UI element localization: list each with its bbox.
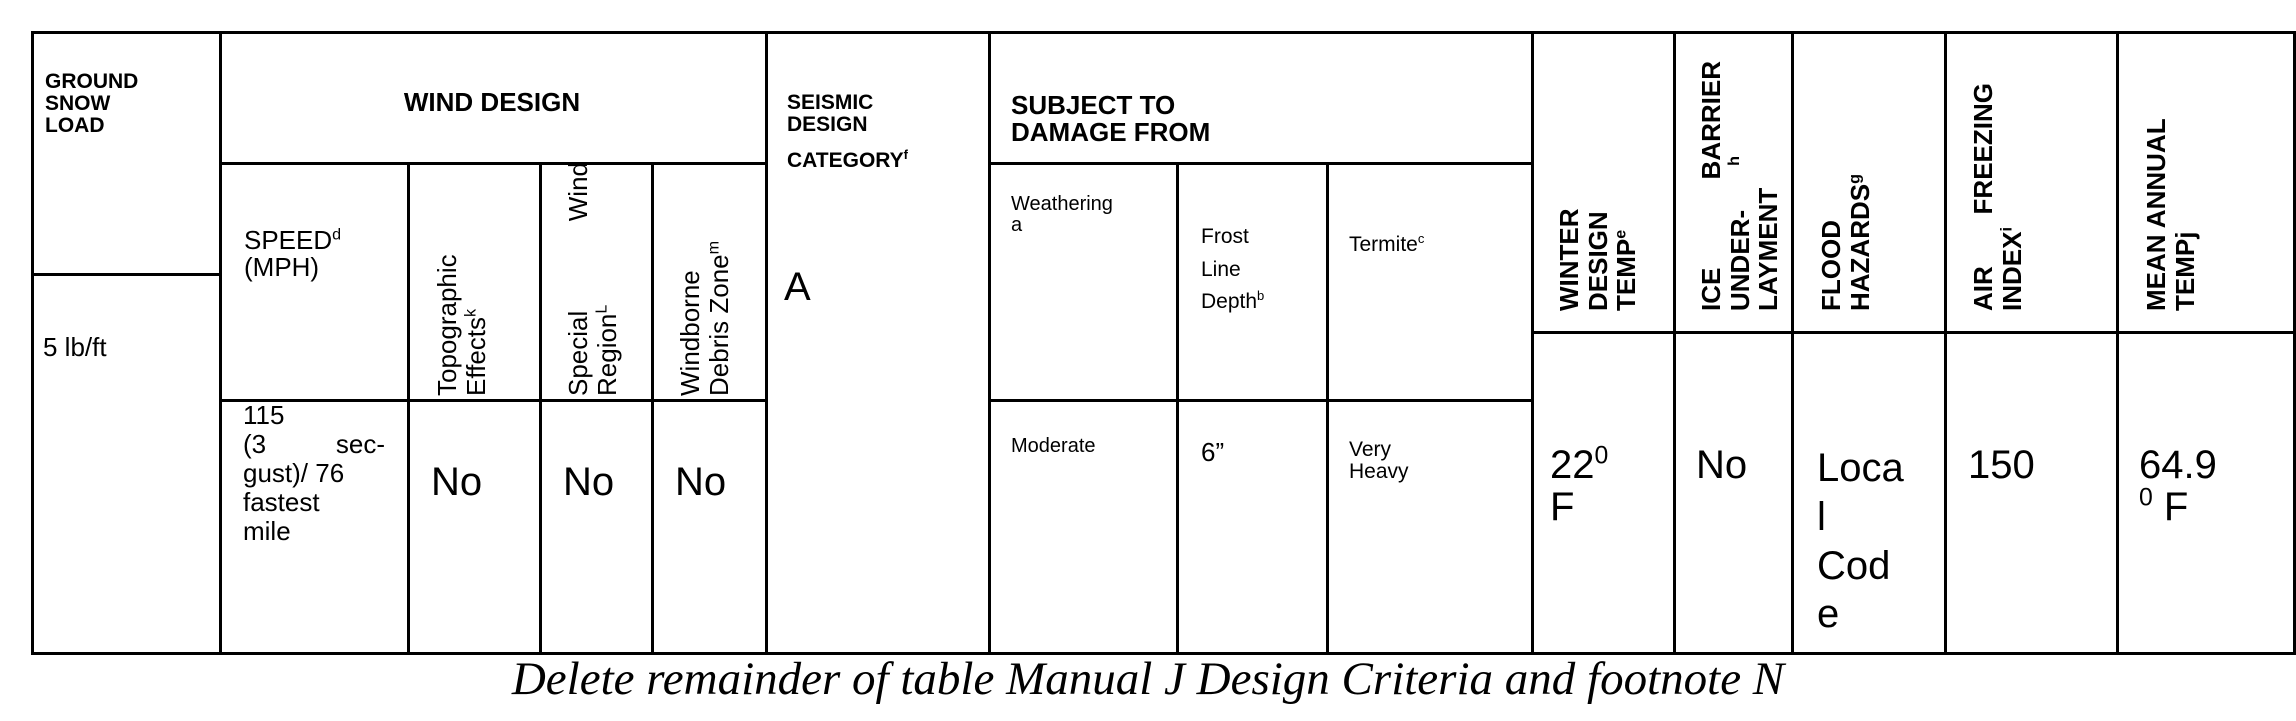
- divider-winter-group: [1531, 331, 2296, 334]
- header-seismic-design-category: SEISMIC DESIGN CATEGORY$^f$: [787, 91, 909, 173]
- header-termite: Termite$^c$: [1349, 231, 1425, 256]
- divider-col-11: [1791, 31, 1794, 655]
- value-wind-speed: 115 (3 sec- gust)/ 76 fastest mile: [243, 400, 385, 547]
- header-speed: SPEED$^d$ (MPH): [244, 225, 342, 283]
- table-caption: Delete remainder of table Manual J Design Criteria and footnote N: [511, 653, 1785, 705]
- divider-col-6: [988, 31, 991, 655]
- divider-col-9: [1531, 31, 1534, 655]
- header-winter-design-temp: WINTER DESIGN TEMP$^e$: [1554, 208, 1642, 311]
- divider-wind-header: [219, 162, 765, 165]
- value-mean-annual-temp: 64.9 $^0$ F: [2139, 443, 2217, 529]
- divider-col-4: [651, 162, 654, 655]
- value-seismic-category: A: [784, 265, 811, 309]
- value-winter-design-temp: $22^0$ F: [1550, 442, 1609, 529]
- header-weathering: Weathering a: [1011, 193, 1113, 236]
- divider-damage-values: [988, 399, 1531, 402]
- divider-col-7: [1176, 162, 1179, 655]
- value-air-freezing-index: 150: [1968, 443, 2035, 487]
- value-special-wind-region: No: [563, 460, 615, 504]
- header-windborne-debris-zone: Windborne Debris Zone$^m$: [675, 240, 734, 396]
- value-weathering: Moderate: [1011, 435, 1096, 457]
- divider-col-10: [1673, 31, 1676, 655]
- divider-col-13: [2116, 31, 2119, 655]
- value-frost-depth: 6”: [1201, 437, 1225, 467]
- value-ground-snow-load: 5 lb/ft: [43, 332, 107, 362]
- table-border-left: [31, 31, 34, 655]
- header-air-freezing-index: AIR FREEZING INDEX$^i$: [1968, 83, 2027, 311]
- divider-snow-load: [31, 273, 219, 276]
- value-windborne-debris-zone: No: [675, 460, 727, 504]
- divider-damage-header: [988, 162, 1531, 165]
- header-ground-snow-load: GROUND SNOW LOAD: [45, 70, 139, 138]
- value-flood-hazards: Loca l Cod e: [1817, 446, 1904, 637]
- header-mean-annual-temp: MEAN ANNUAL TEMPj: [2141, 118, 2200, 311]
- header-special-wind-region: Special Wind Region$^L$: [563, 162, 622, 396]
- divider-col-3: [539, 162, 542, 655]
- table-border-top: [31, 31, 2296, 34]
- header-frost-line-depth: Frost Line Depth$^b$: [1201, 225, 1265, 314]
- divider-col-12: [1944, 31, 1947, 655]
- header-flood-hazards: FLOOD HAZARDS$^g$: [1816, 174, 1875, 311]
- value-termite: Very Heavy: [1349, 438, 1409, 484]
- divider-col-5: [765, 31, 768, 655]
- header-wind-design: WIND DESIGN: [403, 87, 581, 117]
- value-topographic-effects: No: [431, 460, 483, 504]
- divider-col-2: [407, 162, 410, 655]
- header-topographic-effects: Topographic Effects$^k$: [432, 254, 491, 396]
- header-ice-barrier-underlayment: ICE BARRIER UNDER-$^h$ LAYMENT: [1696, 61, 1784, 311]
- design-criteria-table: [31, 31, 2296, 655]
- value-ice-barrier: No: [1696, 443, 1748, 487]
- divider-col-8: [1326, 162, 1329, 655]
- header-subject-to-damage: SUBJECT TO DAMAGE FROM: [1011, 90, 1211, 148]
- divider-col-1: [219, 31, 222, 655]
